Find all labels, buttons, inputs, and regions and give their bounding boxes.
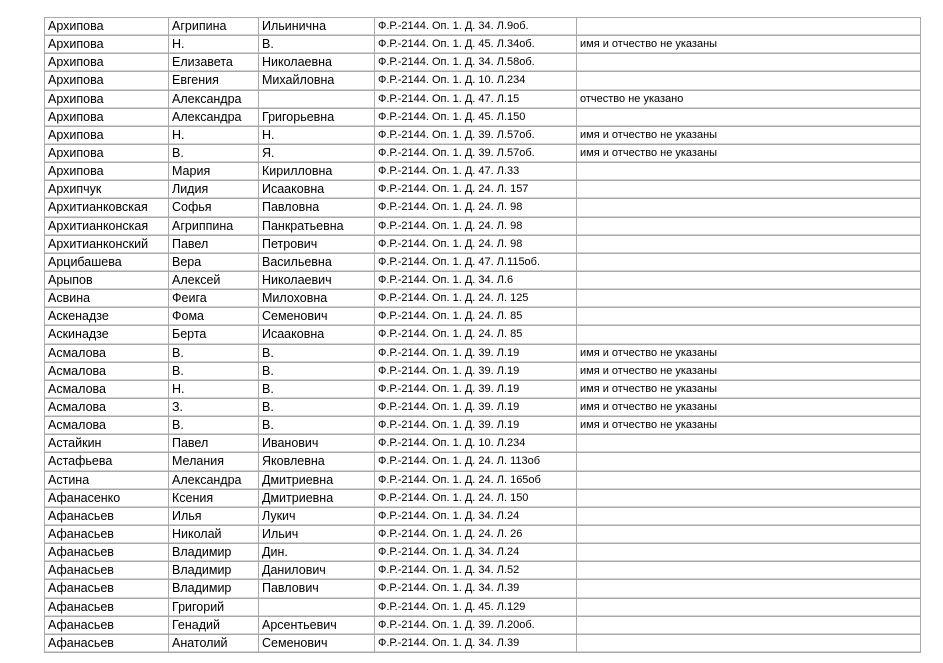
surname-cell: Афанасьев [45, 599, 169, 617]
surname-cell: Асмалова [45, 417, 169, 435]
patronymic-cell: Иванович [259, 435, 375, 453]
table-row [45, 181, 921, 199]
note-cell [577, 218, 921, 236]
note-cell [577, 562, 921, 580]
table-row [45, 308, 921, 326]
archive-reference-cell: Ф.Р.-2144. Оп. 1. Д. 47. Л.15 [375, 91, 577, 109]
first-name-cell: Фома [169, 308, 259, 326]
archive-reference-cell: Ф.Р.-2144. Оп. 1. Д. 39. Л.19 [375, 381, 577, 399]
note-cell: имя и отчество не указаны [577, 363, 921, 381]
surname-cell: Архипова [45, 91, 169, 109]
patronymic-cell: Григорьевна [259, 109, 375, 127]
archive-reference-cell: Ф.Р.-2144. Оп. 1. Д. 24. Л. 98 [375, 236, 577, 254]
first-name-cell: В. [169, 417, 259, 435]
surname-cell: Архипова [45, 127, 169, 145]
patronymic-cell: Васильевна [259, 254, 375, 272]
note-cell [577, 272, 921, 290]
first-name-cell: Александра [169, 109, 259, 127]
archive-reference-cell: Ф.Р.-2144. Оп. 1. Д. 34. Л.9об. [375, 18, 577, 36]
patronymic-cell: Дмитриевна [259, 490, 375, 508]
surname-cell: Афанасьев [45, 562, 169, 580]
table-row [45, 18, 921, 36]
first-name-cell: Алексей [169, 272, 259, 290]
patronymic-cell [259, 91, 375, 109]
note-cell: имя и отчество не указаны [577, 145, 921, 163]
patronymic-cell: Н. [259, 127, 375, 145]
surname-cell: Архипова [45, 54, 169, 72]
patronymic-cell: В. [259, 363, 375, 381]
patronymic-cell: Дин. [259, 544, 375, 562]
patronymic-cell: Семенович [259, 308, 375, 326]
surname-cell: Астина [45, 472, 169, 490]
first-name-cell: Григорий [169, 599, 259, 617]
table-row [45, 36, 921, 54]
patronymic-cell: Павлович [259, 580, 375, 598]
first-name-cell: Агрипина [169, 18, 259, 36]
surname-cell: Арыпов [45, 272, 169, 290]
surname-cell: Архитианконский [45, 236, 169, 254]
first-name-cell: Берта [169, 326, 259, 344]
first-name-cell: Н. [169, 127, 259, 145]
surname-cell: Афанасенко [45, 490, 169, 508]
table-row [45, 109, 921, 127]
first-name-cell: З. [169, 399, 259, 417]
table-row [45, 526, 921, 544]
table-row [45, 508, 921, 526]
archive-reference-cell: Ф.Р.-2144. Оп. 1. Д. 24. Л. 98 [375, 218, 577, 236]
note-cell: имя и отчество не указаны [577, 417, 921, 435]
first-name-cell: Александра [169, 472, 259, 490]
note-cell [577, 54, 921, 72]
patronymic-cell: Николаевна [259, 54, 375, 72]
note-cell [577, 508, 921, 526]
note-cell [577, 72, 921, 90]
table-row [45, 635, 921, 653]
note-cell [577, 236, 921, 254]
patronymic-cell: Панкратьевна [259, 218, 375, 236]
surname-cell: Асмалова [45, 363, 169, 381]
patronymic-cell: В. [259, 36, 375, 54]
surname-cell: Асвина [45, 290, 169, 308]
surname-cell: Асмалова [45, 345, 169, 363]
note-cell [577, 181, 921, 199]
surname-cell: Архитианконская [45, 218, 169, 236]
surname-cell: Асмалова [45, 381, 169, 399]
archive-reference-cell: Ф.Р.-2144. Оп. 1. Д. 39. Л.57об. [375, 145, 577, 163]
table-row [45, 127, 921, 145]
patronymic-cell: Михайловна [259, 72, 375, 90]
archive-reference-cell: Ф.Р.-2144. Оп. 1. Д. 34. Л.24 [375, 544, 577, 562]
first-name-cell: Павел [169, 236, 259, 254]
archive-reference-cell: Ф.Р.-2144. Оп. 1. Д. 47. Л.115об. [375, 254, 577, 272]
table-row [45, 145, 921, 163]
table-row [45, 254, 921, 272]
archive-reference-cell: Ф.Р.-2144. Оп. 1. Д. 10. Л.234 [375, 435, 577, 453]
table-row [45, 472, 921, 490]
registry-sheet [44, 17, 920, 653]
table-row [45, 54, 921, 72]
surname-cell: Архипова [45, 163, 169, 181]
table-row [45, 72, 921, 90]
table-row [45, 399, 921, 417]
surname-cell: Архипчук [45, 181, 169, 199]
archive-reference-cell: Ф.Р.-2144. Оп. 1. Д. 24. Л. 26 [375, 526, 577, 544]
patronymic-cell: Дмитриевна [259, 472, 375, 490]
first-name-cell: Вера [169, 254, 259, 272]
surname-cell: Астафьева [45, 453, 169, 471]
note-cell [577, 599, 921, 617]
note-cell [577, 617, 921, 635]
patronymic-cell: Ильич [259, 526, 375, 544]
archive-reference-cell: Ф.Р.-2144. Оп. 1. Д. 24. Л. 157 [375, 181, 577, 199]
first-name-cell: Мелания [169, 453, 259, 471]
first-name-cell: Владимир [169, 580, 259, 598]
first-name-cell: Илья [169, 508, 259, 526]
patronymic-cell: Семенович [259, 635, 375, 653]
patronymic-cell: В. [259, 345, 375, 363]
table-row [45, 490, 921, 508]
surname-cell: Астайкин [45, 435, 169, 453]
first-name-cell: Владимир [169, 544, 259, 562]
archive-reference-cell: Ф.Р.-2144. Оп. 1. Д. 24. Л. 85 [375, 326, 577, 344]
note-cell [577, 199, 921, 217]
patronymic-cell: В. [259, 381, 375, 399]
first-name-cell: Н. [169, 381, 259, 399]
first-name-cell: Лидия [169, 181, 259, 199]
registry-table-body [45, 18, 921, 653]
surname-cell: Архипова [45, 18, 169, 36]
table-row [45, 363, 921, 381]
archive-reference-cell: Ф.Р.-2144. Оп. 1. Д. 24. Л. 165об [375, 472, 577, 490]
archive-reference-cell: Ф.Р.-2144. Оп. 1. Д. 34. Л.24 [375, 508, 577, 526]
surname-cell: Афанасьев [45, 544, 169, 562]
table-row [45, 381, 921, 399]
note-cell [577, 490, 921, 508]
table-row [45, 562, 921, 580]
first-name-cell: Ксения [169, 490, 259, 508]
archive-reference-cell: Ф.Р.-2144. Оп. 1. Д. 39. Л.57об. [375, 127, 577, 145]
patronymic-cell [259, 599, 375, 617]
archive-reference-cell: Ф.Р.-2144. Оп. 1. Д. 39. Л.19 [375, 363, 577, 381]
surname-cell: Аскенадзе [45, 308, 169, 326]
surname-cell: Архипова [45, 109, 169, 127]
note-cell [577, 163, 921, 181]
note-cell [577, 580, 921, 598]
table-row [45, 91, 921, 109]
patronymic-cell: Милоховна [259, 290, 375, 308]
table-row [45, 199, 921, 217]
first-name-cell: Мария [169, 163, 259, 181]
archive-reference-cell: Ф.Р.-2144. Оп. 1. Д. 34. Л.52 [375, 562, 577, 580]
note-cell [577, 290, 921, 308]
archive-reference-cell: Ф.Р.-2144. Оп. 1. Д. 39. Л.19 [375, 345, 577, 363]
first-name-cell: Елизавета [169, 54, 259, 72]
note-cell: имя и отчество не указаны [577, 36, 921, 54]
archive-reference-cell: Ф.Р.-2144. Оп. 1. Д. 24. Л. 150 [375, 490, 577, 508]
note-cell [577, 254, 921, 272]
archive-reference-cell: Ф.Р.-2144. Оп. 1. Д. 34. Л.39 [375, 635, 577, 653]
note-cell: имя и отчество не указаны [577, 345, 921, 363]
table-row [45, 544, 921, 562]
first-name-cell: Генадий [169, 617, 259, 635]
note-cell [577, 472, 921, 490]
archive-reference-cell: Ф.Р.-2144. Оп. 1. Д. 24. Л. 85 [375, 308, 577, 326]
first-name-cell: Евгения [169, 72, 259, 90]
surname-cell: Афанасьев [45, 617, 169, 635]
table-row [45, 617, 921, 635]
patronymic-cell: Арсентьевич [259, 617, 375, 635]
table-row [45, 163, 921, 181]
table-row [45, 290, 921, 308]
surname-cell: Архипова [45, 145, 169, 163]
archive-reference-cell: Ф.Р.-2144. Оп. 1. Д. 10. Л.234 [375, 72, 577, 90]
patronymic-cell: Павловна [259, 199, 375, 217]
patronymic-cell: Кирилловна [259, 163, 375, 181]
note-cell [577, 435, 921, 453]
patronymic-cell: Данилович [259, 562, 375, 580]
table-row [45, 599, 921, 617]
archive-reference-cell: Ф.Р.-2144. Оп. 1. Д. 34. Л.6 [375, 272, 577, 290]
patronymic-cell: Исааковна [259, 181, 375, 199]
first-name-cell: Владимир [169, 562, 259, 580]
archive-reference-cell: Ф.Р.-2144. Оп. 1. Д. 45. Л.34об. [375, 36, 577, 54]
first-name-cell: Феига [169, 290, 259, 308]
note-cell [577, 453, 921, 471]
surname-cell: Аскинадзе [45, 326, 169, 344]
first-name-cell: Александра [169, 91, 259, 109]
archive-reference-cell: Ф.Р.-2144. Оп. 1. Д. 34. Л.58об. [375, 54, 577, 72]
surname-cell: Афанасьев [45, 635, 169, 653]
patronymic-cell: В. [259, 399, 375, 417]
archive-reference-cell: Ф.Р.-2144. Оп. 1. Д. 34. Л.39 [375, 580, 577, 598]
surname-cell: Афанасьев [45, 508, 169, 526]
surname-cell: Асмалова [45, 399, 169, 417]
archive-reference-cell: Ф.Р.-2144. Оп. 1. Д. 47. Л.33 [375, 163, 577, 181]
surname-cell: Афанасьев [45, 580, 169, 598]
first-name-cell: Н. [169, 36, 259, 54]
table-row [45, 417, 921, 435]
surname-cell: Афанасьев [45, 526, 169, 544]
table-row [45, 580, 921, 598]
first-name-cell: Анатолий [169, 635, 259, 653]
note-cell [577, 18, 921, 36]
archive-reference-cell: Ф.Р.-2144. Оп. 1. Д. 39. Л.19 [375, 399, 577, 417]
note-cell [577, 544, 921, 562]
first-name-cell: В. [169, 363, 259, 381]
first-name-cell: Павел [169, 435, 259, 453]
patronymic-cell: Я. [259, 145, 375, 163]
archive-reference-cell: Ф.Р.-2144. Оп. 1. Д. 24. Л. 113об [375, 453, 577, 471]
table-row [45, 326, 921, 344]
first-name-cell: В. [169, 145, 259, 163]
note-cell [577, 635, 921, 653]
first-name-cell: Софья [169, 199, 259, 217]
note-cell: имя и отчество не указаны [577, 399, 921, 417]
note-cell: имя и отчество не указаны [577, 127, 921, 145]
note-cell [577, 109, 921, 127]
archive-reference-cell: Ф.Р.-2144. Оп. 1. Д. 45. Л.150 [375, 109, 577, 127]
patronymic-cell: Ильинична [259, 18, 375, 36]
surname-cell: Архипова [45, 36, 169, 54]
patronymic-cell: Яковлевна [259, 453, 375, 471]
patronymic-cell: Лукич [259, 508, 375, 526]
table-row [45, 435, 921, 453]
archive-reference-cell: Ф.Р.-2144. Оп. 1. Д. 45. Л.129 [375, 599, 577, 617]
note-cell: отчество не указано [577, 91, 921, 109]
surname-cell: Арцибашева [45, 254, 169, 272]
archive-reference-cell: Ф.Р.-2144. Оп. 1. Д. 39. Л.19 [375, 417, 577, 435]
archive-reference-cell: Ф.Р.-2144. Оп. 1. Д. 24. Л. 98 [375, 199, 577, 217]
registry-table [44, 17, 921, 653]
first-name-cell: Николай [169, 526, 259, 544]
patronymic-cell: В. [259, 417, 375, 435]
table-row [45, 345, 921, 363]
archive-reference-cell: Ф.Р.-2144. Оп. 1. Д. 39. Л.20об. [375, 617, 577, 635]
note-cell [577, 308, 921, 326]
note-cell [577, 326, 921, 344]
note-cell [577, 526, 921, 544]
first-name-cell: Агриппина [169, 218, 259, 236]
table-row [45, 272, 921, 290]
patronymic-cell: Исааковна [259, 326, 375, 344]
patronymic-cell: Петрович [259, 236, 375, 254]
first-name-cell: В. [169, 345, 259, 363]
patronymic-cell: Николаевич [259, 272, 375, 290]
archive-reference-cell: Ф.Р.-2144. Оп. 1. Д. 24. Л. 125 [375, 290, 577, 308]
surname-cell: Архитианковская [45, 199, 169, 217]
table-row [45, 218, 921, 236]
note-cell: имя и отчество не указаны [577, 381, 921, 399]
table-row [45, 453, 921, 471]
table-row [45, 236, 921, 254]
surname-cell: Архипова [45, 72, 169, 90]
